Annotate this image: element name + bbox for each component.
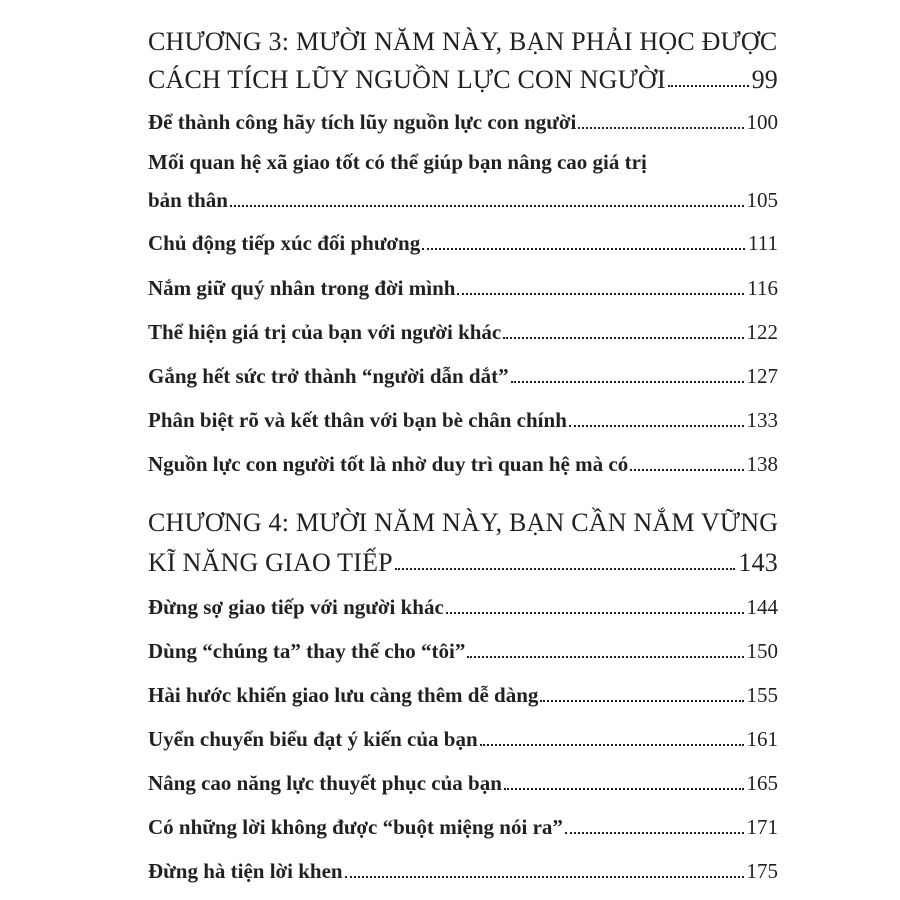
entry-title: Nguồn lực con người tốt là nhờ duy trì quan hệ mà có (148, 451, 629, 476)
dot-leader (467, 655, 743, 658)
chapter-4-heading-line2 (148, 541, 778, 585)
toc-entry (148, 629, 778, 673)
toc-entry (148, 585, 778, 629)
page-number: 122 (746, 319, 778, 344)
page-number: 175 (746, 858, 778, 883)
entry-title: Phân biệt rõ và kết thân với bạn bè chân chính (148, 407, 567, 432)
page-number: 155 (746, 682, 778, 707)
entry-title: Gắng hết sức trở thành “người dẫn dắt” (148, 363, 509, 388)
dot-leader (540, 699, 743, 702)
toc-entry (148, 442, 778, 486)
chapter-4-heading (148, 501, 778, 545)
page-number: 116 (747, 275, 778, 300)
dot-leader (511, 380, 744, 383)
dot-leader (480, 743, 744, 746)
dot-leader (668, 84, 749, 87)
dot-leader (422, 247, 745, 250)
dot-leader (504, 787, 744, 790)
chapter-title: KĨ NĂNG GIAO TIẾP (148, 548, 393, 577)
toc-entry (148, 100, 778, 144)
entry-title: Đừng sợ giao tiếp với người khác (148, 594, 444, 619)
entry-title: Nâng cao năng lực thuyết phục của bạn (148, 770, 502, 795)
toc-entry (148, 221, 778, 265)
entry-title: Mối quan hệ xã giao tốt có thể giúp bạn nâng cao giá trị (148, 149, 647, 174)
page-number: 171 (746, 814, 778, 839)
toc-entry (148, 266, 778, 310)
page-number: 99 (751, 65, 778, 94)
toc-entry (148, 310, 778, 354)
page-number: 143 (738, 548, 778, 577)
page-number: 127 (746, 363, 778, 388)
entry-title: bản thân (148, 187, 228, 212)
page-number: 105 (746, 187, 778, 212)
entry-title: Để thành công hãy tích lũy nguồn lực con người (148, 109, 577, 134)
dot-leader (569, 424, 744, 427)
toc-entry (148, 805, 778, 849)
page-number: 150 (746, 638, 778, 663)
dot-leader (230, 204, 744, 207)
chapter-title: CHƯƠNG 3: MƯỜI NĂM NÀY, BẠN PHẢI HỌC ĐƯỢC (148, 27, 778, 56)
toc-entry (148, 717, 778, 761)
chapter-title: CÁCH TÍCH LŨY NGUỒN LỰC CON NGƯỜI (148, 65, 666, 94)
page-number: 161 (746, 726, 778, 751)
page-number: 133 (746, 407, 778, 432)
entry-title: Hài hước khiến giao lưu càng thêm dễ dàng (148, 682, 539, 707)
toc-entry (148, 849, 778, 893)
dot-leader (578, 126, 743, 129)
chapter-3-heading-line2 (148, 58, 778, 102)
dot-leader (630, 468, 743, 471)
dot-leader (446, 611, 744, 614)
chapter-title: CHƯƠNG 4: MƯỜI NĂM NÀY, BẠN CẦN NẮM VỮNG (148, 508, 779, 537)
entry-title: Có những lời không được “buột miệng nói ra” (148, 814, 563, 839)
dot-leader (503, 336, 743, 339)
toc-entry (148, 673, 778, 717)
toc-entry (148, 398, 778, 442)
page-number: 111 (748, 230, 778, 255)
entry-title: Dùng “chúng ta” thay thế cho “tôi” (148, 638, 466, 663)
entry-title: Nắm giữ quý nhân trong đời mình (148, 275, 456, 300)
dot-leader (345, 875, 744, 878)
page-number: 138 (746, 451, 778, 476)
entry-title: Đừng hà tiện lời khen (148, 858, 343, 883)
toc-entry (148, 354, 778, 398)
dot-leader (565, 831, 744, 834)
dot-leader (395, 567, 736, 570)
entry-title: Uyển chuyển biểu đạt ý kiến của bạn (148, 726, 478, 751)
page-number: 144 (746, 594, 778, 619)
dot-leader (457, 292, 744, 295)
page-number: 165 (746, 770, 778, 795)
entry-title: Thể hiện giá trị của bạn với người khác (148, 319, 502, 344)
page-number: 100 (746, 109, 778, 134)
entry-title: Chủ động tiếp xúc đối phương (148, 230, 421, 255)
toc-entry-continued (148, 178, 778, 222)
toc-entry (148, 761, 778, 805)
